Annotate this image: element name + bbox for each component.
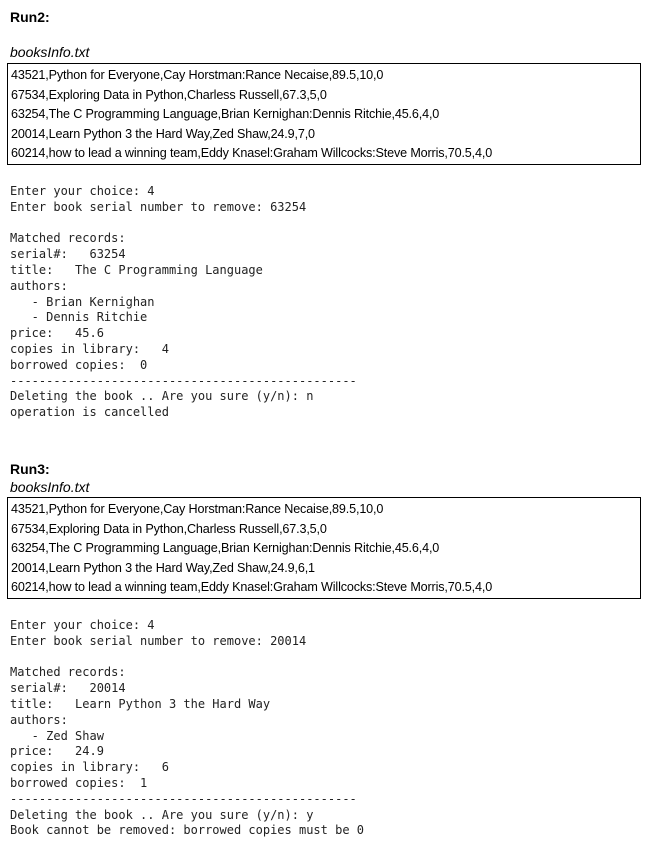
console-line: title: Learn Python 3 the Hard Way [10, 696, 271, 711]
file-record: 67534,Exploring Data in Python,Charless Russell,67.3,5,0 [11, 87, 327, 102]
console-line: - Zed Shaw [10, 728, 104, 743]
console-line: borrowed copies: 1 [10, 775, 148, 790]
file-record: 43521,Python for Everyone,Cay Horstman:Rance Necaise,89.5,10,0 [11, 502, 384, 516]
console-line: Deleting the book .. Are you sure (y/n): n [10, 389, 314, 404]
console-line: price: 24.9 [10, 744, 104, 759]
console-line: price: 45.6 [10, 326, 104, 341]
run3-console-output [10, 618, 364, 839]
console-line: Enter book serial number to remove: 63254 [10, 199, 307, 214]
console-separator: ------------------------------------------------ [10, 373, 357, 388]
run3-heading: Run3: [10, 461, 50, 477]
run3-file-contents [7, 497, 641, 599]
file-record: 63254,The C Programming Language,Brian Kernighan:Dennis Ritchie,45.6,4,0 [11, 541, 440, 556]
console-line: Enter your choice: 4 [10, 618, 155, 632]
console-line: - Brian Kernighan [10, 294, 155, 309]
blank-line [10, 216, 357, 232]
console-line: serial#: 20014 [10, 681, 126, 696]
console-separator: ------------------------------------------------ [10, 791, 357, 806]
console-line: Enter your choice: 4 [10, 184, 155, 198]
console-line: Matched records: [10, 231, 126, 246]
run2-heading: Run2: [10, 9, 50, 25]
console-line: Deleting the book .. Are you sure (y/n): y [10, 807, 314, 822]
file-record: 60214,how to lead a winning team,Eddy Knasel:Graham Willcocks:Steve Morris,70.5,4,0 [11, 146, 493, 161]
console-line: title: The C Programming Language [10, 262, 263, 277]
console-line: borrowed copies: 0 [10, 357, 148, 372]
console-line: Book cannot be removed: borrowed copies must be 0 [10, 823, 365, 838]
file-record: 20014,Learn Python 3 the Hard Way,Zed Shaw,24.9,7,0 [11, 126, 315, 141]
file-record: 60214,how to lead a winning team,Eddy Knasel:Graham Willcocks:Steve Morris,70.5,4,0 [11, 580, 493, 595]
file-record: 43521,Python for Everyone,Cay Horstman:Rance Necaise,89.5,10,0 [11, 68, 384, 82]
run2-file-name: booksInfo.txt [10, 44, 90, 60]
file-record: 63254,The C Programming Language,Brian Kernighan:Dennis Ritchie,45.6,4,0 [11, 107, 440, 122]
run2-file-contents [7, 63, 641, 165]
run3-file-name: booksInfo.txt [10, 479, 90, 495]
console-line: operation is cancelled [10, 405, 169, 420]
run2-console-output [10, 184, 357, 421]
blank-line [10, 650, 364, 666]
console-line: authors: [10, 278, 68, 293]
console-line: serial#: 63254 [10, 247, 126, 262]
file-record: 20014,Learn Python 3 the Hard Way,Zed Shaw,24.9,6,1 [11, 560, 315, 575]
console-line: - Dennis Ritchie [10, 310, 148, 325]
file-record: 67534,Exploring Data in Python,Charless Russell,67.3,5,0 [11, 521, 327, 536]
console-line: copies in library: 6 [10, 760, 169, 775]
console-line: authors: [10, 712, 68, 727]
console-line: Matched records: [10, 665, 126, 680]
console-line: copies in library: 4 [10, 341, 169, 356]
console-line: Enter book serial number to remove: 20014 [10, 633, 307, 648]
